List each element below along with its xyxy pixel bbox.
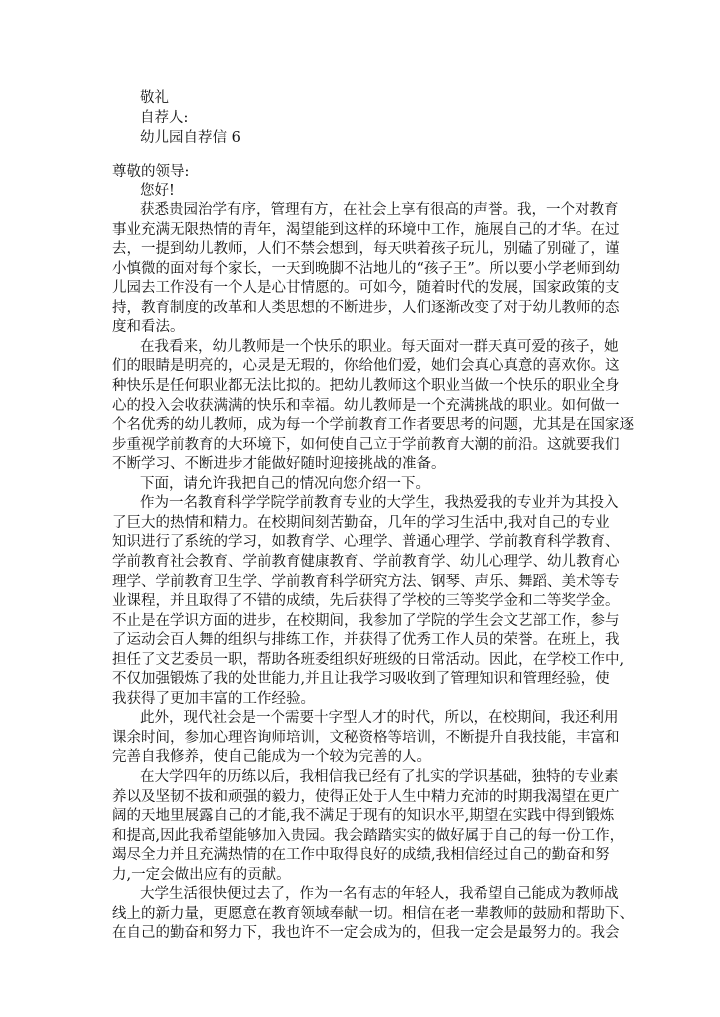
body-line: 度和看法。	[112, 319, 185, 336]
body-line: 不断学习、不断进步才能做好随时迎接挑战的准备。	[112, 456, 446, 473]
body-line: 我获得了更加丰富的工作经验。	[112, 690, 315, 707]
body-line: 大学生活很快便过去了，作为一名有志的年轻人，我希望自己能成为教师战	[140, 886, 619, 903]
body-line: 事业充满无限热情的青年，渴望能到这样的环境中工作，施展自己的才华。在过	[112, 221, 620, 238]
body-line: 力,一定会做出应有的贡献。	[112, 866, 291, 883]
next-letter-title: 幼儿园自荐信 6	[140, 130, 241, 146]
body-line: 获悉贵园治学有序，管理有方，在社会上享有很高的声誉。我，一个对教育	[140, 202, 619, 218]
body-line: 不止是在学识方面的进步，在校期间，我参加了学院的学生会文艺部工作，参与	[112, 612, 620, 629]
body-line: 学前教育社会教育、学前教育健康教育、学前教育学、幼儿心理学、幼儿教育心	[112, 553, 620, 570]
body-line: 持，教育制度的改革和人类思想的不断进步，人们逐渐改变了对于幼儿教师的态	[112, 299, 620, 316]
body-line: 心的投入会收获满满的快乐和幸福。幼儿教师是一个充满挑战的职业。如何做一	[112, 397, 620, 414]
body-line: 个名优秀的幼儿教师，成为每一个学前教育工作者要思考的问题，尤其是在国家逐	[112, 417, 634, 434]
closing-salute: 敬礼	[140, 90, 169, 106]
body-line: 不仅加强锻炼了我的处世能力,并且让我学习吸收到了管理知识和管理经验，使	[112, 671, 610, 688]
body-line: 课余时间，参加心理咨询师培训，文秘资格等培训，不断提升自我技能，丰富和	[112, 729, 620, 746]
body-line: 完善自我修养，使自己能成为一个较为完善的人。	[112, 749, 431, 766]
body-line: 们的眼睛是明亮的，心灵是无瑕的，你给他们爱，她们会真心真意的喜欢你。这	[112, 358, 620, 375]
body-line: 线上的新力量，更愿意在教育领域奉献一切。相信在老一辈教师的鼓励和帮助下、	[112, 905, 634, 922]
body-line: 作为一名教育科学学院学前教育专业的大学生，我热爱我的专业并为其投入	[140, 495, 619, 512]
body-line: 了运动会百人舞的组织与排练工作，并获得了优秀工作人员的荣誉。在班上，我	[112, 632, 620, 649]
body-line: 阔的天地里展露自己的才能,我不满足于现有的知识水平,期望在实践中得到锻炼	[112, 808, 615, 825]
signature-label: 自荐人:	[140, 110, 189, 126]
body-line: 了巨大的热情和精力。在校期间刻苦勤奋，几年的学习生活中,我对自己的专业	[112, 514, 610, 531]
body-line: 在大学四年的历练以后，我相信我已经有了扎实的学识基础，独特的专业素	[140, 769, 619, 785]
body-line: 种快乐是任何职业都无法比拟的。把幼儿教师这个职业当做一个快乐的职业全身	[112, 378, 620, 394]
body-line: 和提高,因此我希望能够加入贵园。我会踏踏实实的做好属于自己的每一份工作，	[112, 827, 625, 844]
body-line: 理学、学前教育卫生学、学前教育科学研究方法、钢琴、声乐、舞蹈、美术等专	[112, 573, 620, 590]
body-line: 去，一提到幼儿教师，人们不禁会想到，每天哄着孩子玩儿，别磕了别碰了，谨	[112, 241, 620, 258]
body-line: 业课程，并且取得了不错的成绩，先后获得了学校的三等奖学金和二等奖学金。	[112, 593, 620, 609]
body-line: 知识进行了系统的学习，如教育学、心理学、普通心理学、学前教育科学教育、	[112, 534, 620, 551]
body-line: 在自己的勤奋和努力下，我也许不一定会成为的，但我一定会是最努力的。我会	[112, 925, 620, 942]
body-line: 养以及坚韧不拔和顽强的毅力，使得正处于人生中精力充沛的时期我渴望在更广	[112, 788, 620, 805]
body-line: 此外，现代社会是一个需要十字型人才的时代，所以，在校期间，我还利用	[140, 710, 619, 727]
body-line: 儿园去工作没有一个人是心甘情愿的。可如今，随着时代的发展，国家政策的支	[112, 280, 620, 297]
body-line: 在我看来，幼儿教师是一个快乐的职业。每天面对一群天真可爱的孩子，她	[140, 338, 619, 355]
body-line: 步重视学前教育的大环境下，如何使自己立于学前教育大潮的前沿。这就要我们	[112, 436, 620, 453]
body-line: 下面，请允许我把自己的情况向您介绍一下。	[140, 475, 430, 492]
body-line: 担任了文艺委员一职，帮助各班委组织好班级的日常活动。因此，在学校工作中,	[112, 651, 625, 668]
body-line: 竭尽全力并且充满热情的在工作中取得良好的成绩,我相信经过自己的勤奋和努	[112, 847, 610, 864]
body-line: 小慎微的面对每个家长，一天到晚脚不沾地儿的“孩子王”。所以要小学老师到幼	[112, 260, 620, 277]
letter-greeting: 尊敬的领导:	[112, 164, 190, 180]
letter-hello: 您好!	[140, 183, 175, 199]
